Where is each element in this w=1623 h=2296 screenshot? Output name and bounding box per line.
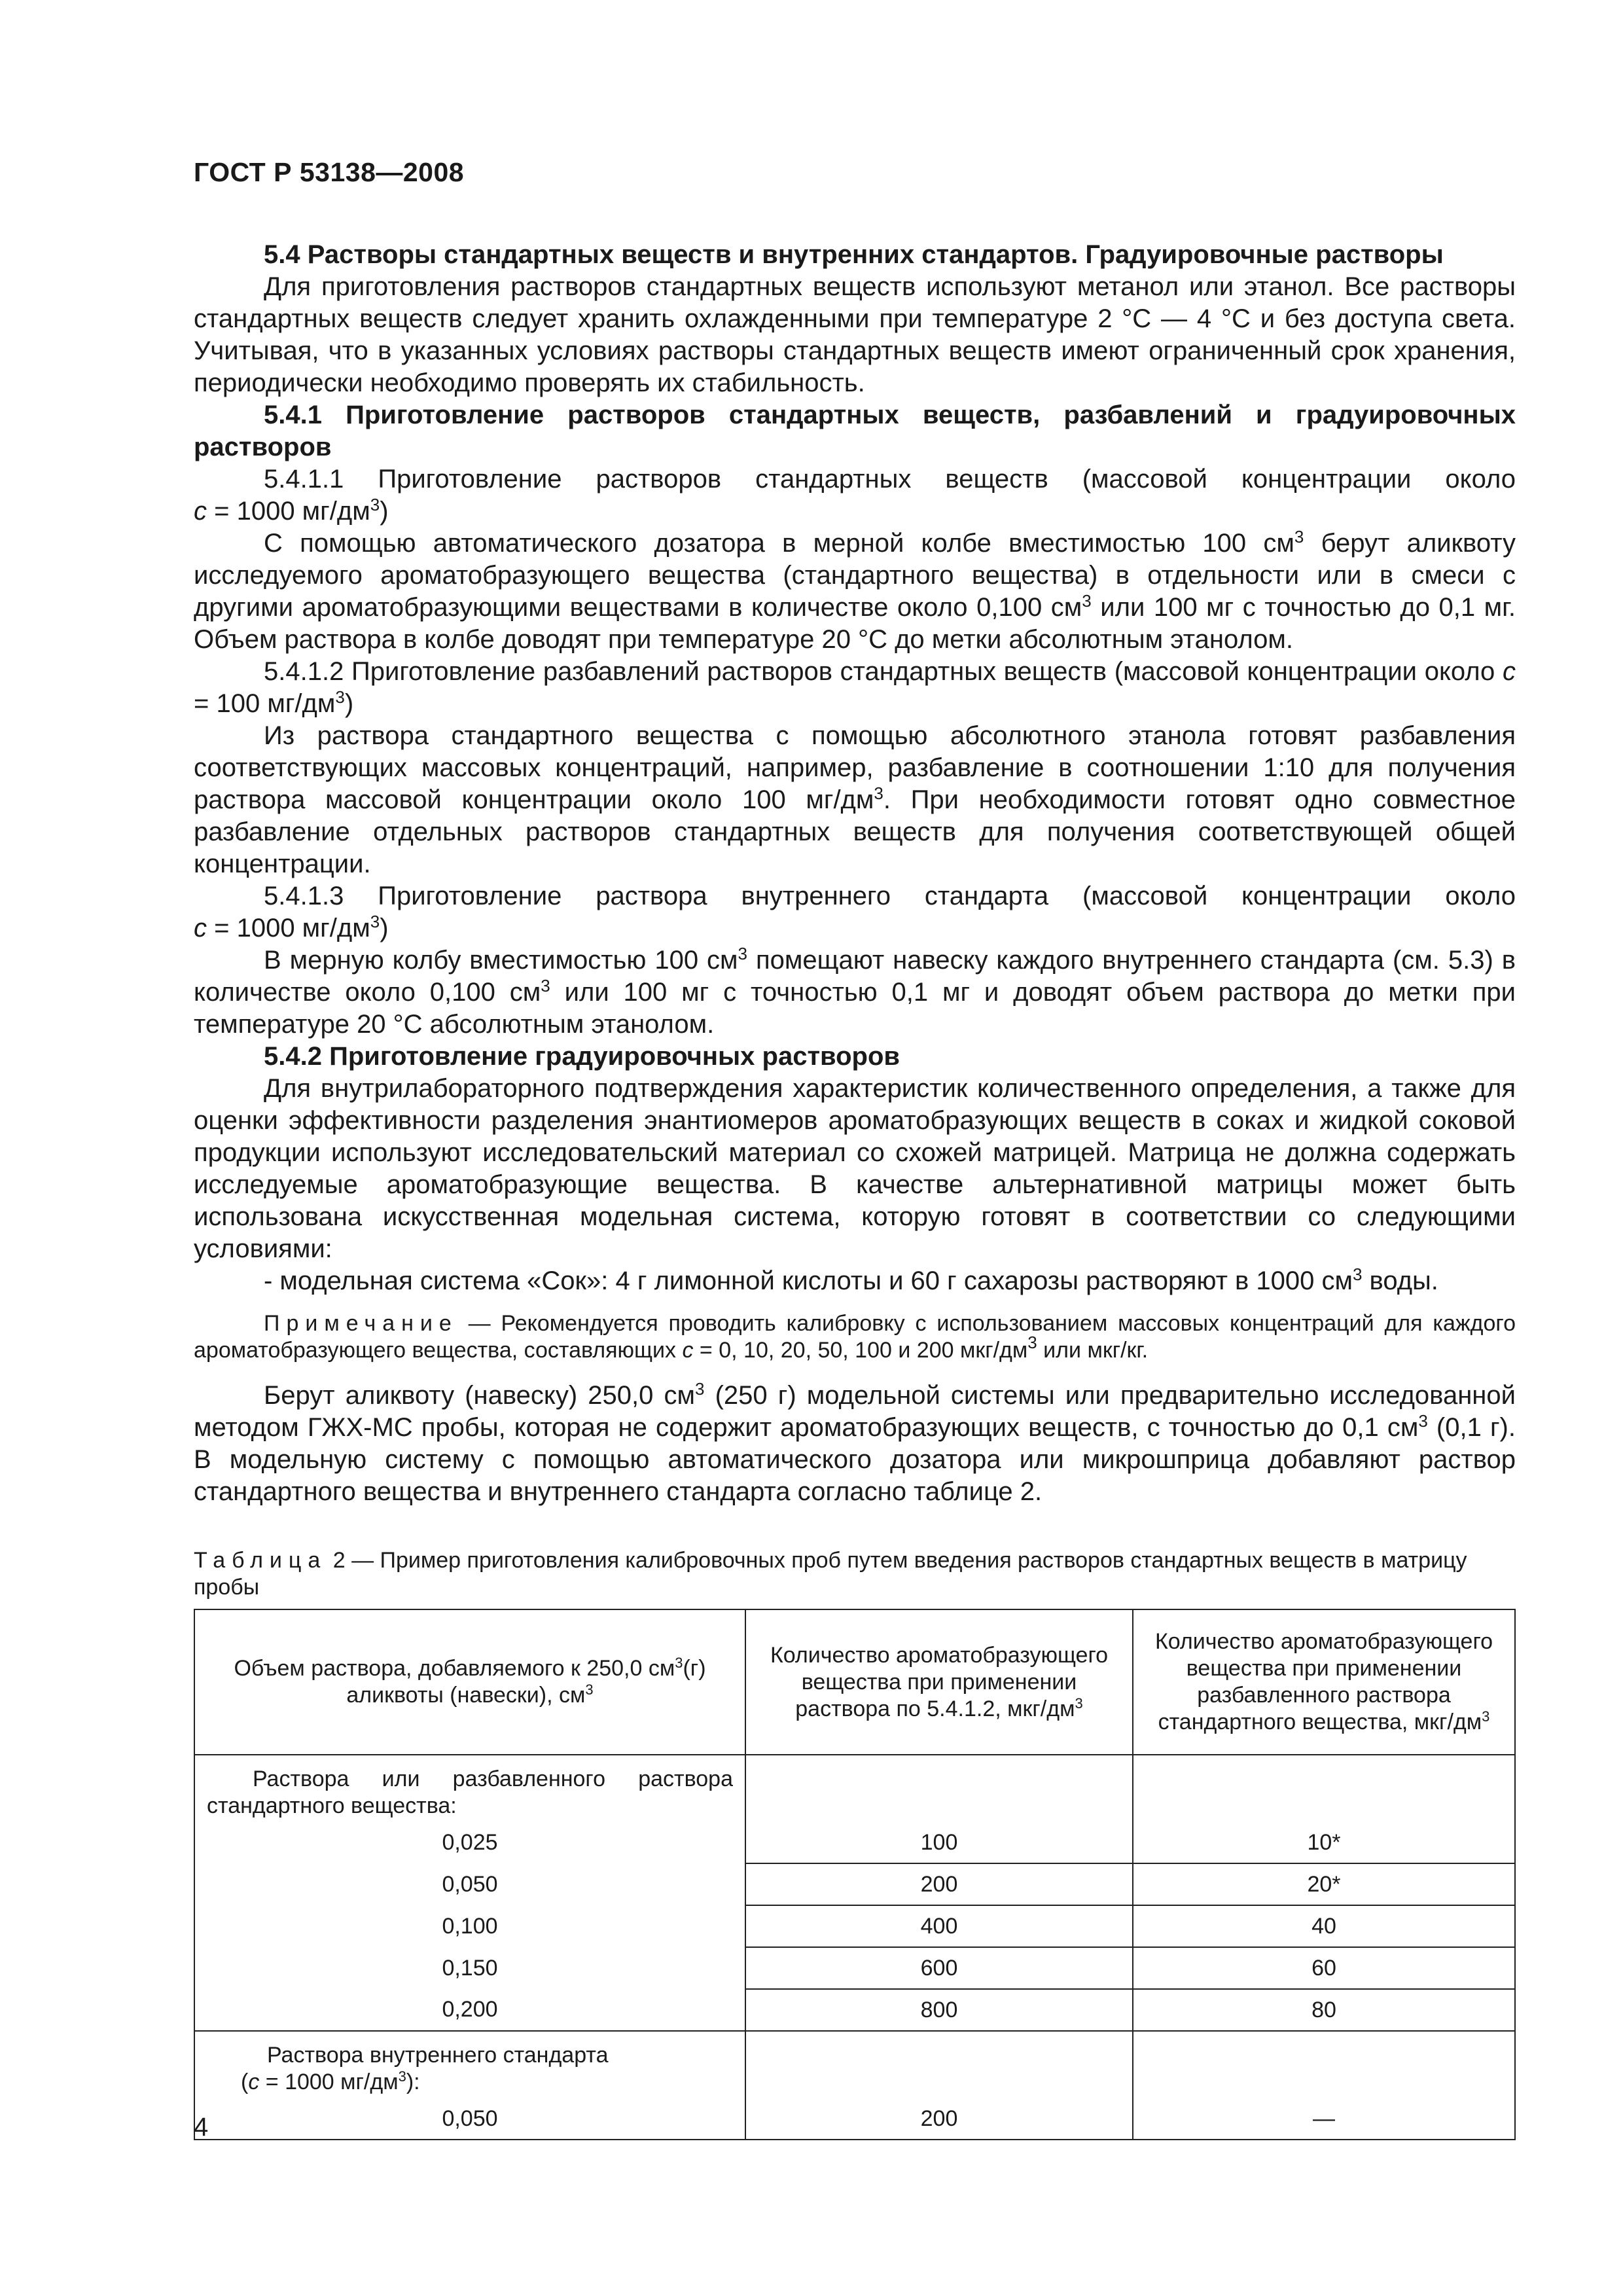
- table-row: 0,100 400 40: [194, 1905, 1515, 1947]
- table-row: 0,050 200 —: [194, 2098, 1515, 2140]
- table-caption: Таблица 2 — Пример приготовления калибровочных проб путем введения растворов стандартных веществ в матрицу пробы: [194, 1548, 1467, 1600]
- heading-5-4-1-3: 5.4.1.3 Приготовление раствора внутреннего стандарта (массовой концентрации около с = 1000 $мг/дм^3$): [194, 882, 1516, 942]
- paragraph-5-4-1-2: Из раствора стандартного вещества с помощью абсолютного этанола готовят разбавления соответствующих массовых концентраций, например, разбавление в соотношении 1:10 для получения раствора массовой концентрации около 100 $мг/дм^3$. При необходимости готовят одно совместное разбавление отдельных растворов стандартных веществ для получения соответствующей общей концентрации.: [194, 721, 1516, 878]
- group-label-standard: Раствора или разбавленного раствора стандартного вещества:: [194, 1755, 745, 1822]
- heading-5-4-1-2: 5.4.1.2 Приготовление разбавлений растворов стандартных веществ (массовой концентрации около с = 100 $мг/дм^3$): [194, 657, 1516, 718]
- table-row: 0,050 200 20*: [194, 1863, 1515, 1905]
- table-row: 0,025 100 10*: [194, 1822, 1515, 1863]
- column-header-amount: Количество ароматобразующего вещества при применении раствора по 5.4.1.2, мкг/$дм^3$: [745, 1609, 1133, 1755]
- table-group-row: [194, 2031, 1515, 2098]
- heading-5-4-1-1: 5.4.1.1 Приготовление растворов стандартных веществ (массовой концентрации около с = 1000 $мг/дм^3$): [194, 465, 1516, 526]
- note: Примечание — Рекомендуется проводить калибровку с использованием массовых концентраций для каждого ароматобразующего вещества, составляющих с = 0, 10, 20, 50, 100 и 200 мкг/$дм^3$ или мкг/кг.: [194, 1311, 1516, 1363]
- paragraph-5-4-1-3: В мерную колбу вместимостью 100 $см^3$ помещают навеску каждого внутреннего стандарта (см. 5.3) в количестве около 0,100 $см^3$ или 100 мг с точностью 0,1 мг и доводят объем раствора до метки при температуре 20 °С абсолютным этанолом.: [194, 944, 1516, 1039]
- heading-5-4: 5.4 Растворы стандартных веществ и внутренних стандартов. Градуировочные растворы: [264, 240, 1444, 269]
- standard-header: ГОСТ Р 53138—2008: [194, 157, 465, 187]
- column-header-diluted: Количество ароматобразующего вещества при применении разбавленного раствора стандартного вещества, мкг/$дм^3$: [1133, 1609, 1515, 1755]
- document-page: [194, 157, 1516, 2140]
- paragraph-5-4: Для приготовления растворов стандартных веществ используют метанол или этанол. Все растворы стандартных веществ следует хранить охлажденными при температуре 2 °С — 4 °С и без доступа света. Учитывая, что в указанных условиях растворы стандартных веществ имеют ограниченный срок хранения, периодически необходимо проверять их стабильность.: [194, 272, 1516, 397]
- heading-5-4-2: 5.4.2 Приготовление градуировочных растворов: [264, 1042, 901, 1071]
- table-row: 0,150 600 60: [194, 1947, 1515, 1989]
- column-header-volume: Объем раствора, добавляемого к 250,0 $см^3(г)$ аликвоты (навески), $см^3$: [194, 1609, 745, 1755]
- table-group-row: [194, 1755, 1515, 1822]
- group-label-internal-standard: Раствора внутреннего стандарта (с = 1000 $мг/дм^3$):: [194, 2031, 745, 2098]
- paragraph-5-4-2: Для внутрилабораторного подтверждения характеристик количественного определения, а также для оценки эффективности разделения энантиомеров ароматобразующих веществ в соках и жидкой соковой продукции используют исследовательский материал со схожей матрицей. Матрица не должна содержать исследуемые ароматобразующие вещества. В качестве альтернативной матрицы может быть использована искусственная модельная система, которую готовят в соответствии со следующими условиями:: [194, 1074, 1516, 1263]
- table-row: 0,200 800 80: [194, 1989, 1515, 2031]
- list-item-model-system: - модельная система «Сок»: 4 г лимонной кислоты и 60 г сахарозы растворяют в 1000 $см^3$ воды.: [264, 1265, 1438, 1295]
- heading-5-4-1: 5.4.1 Приготовление растворов стандартных веществ, разбавлений и градуировочных растворов: [194, 401, 1516, 461]
- paragraph-aliquot: Берут аликвоту (навеску) 250,0 $см^3$ (250 г) модельной системы или предварительно исследованной методом ГЖХ-МС пробы, которая не содержит ароматобразующих веществ, с точностью до 0,1 $см^3$ (0,1 г). В модельную систему с помощью автоматического дозатора или микрошприца добавляют раствор стандартного вещества и внутреннего стандарта согласно таблице 2.: [194, 1379, 1516, 1506]
- table-header-row: [194, 1609, 1515, 1755]
- table-2: [194, 1609, 1516, 2140]
- paragraph-5-4-1-1: С помощью автоматического дозатора в мерной колбе вместимостью 100 $см^3$ берут аликвоту исследуемого ароматобразующего вещества (стандартного вещества) в отдельности или в смеси с другими ароматобразующими веществами в количестве около 0,100 $см^3$ или 100 мг с точностью до 0,1 мг. Объем раствора в колбе доводят при температуре 20 °С до метки абсолютным этанолом.: [194, 527, 1516, 654]
- page-number: 4: [194, 2113, 209, 2142]
